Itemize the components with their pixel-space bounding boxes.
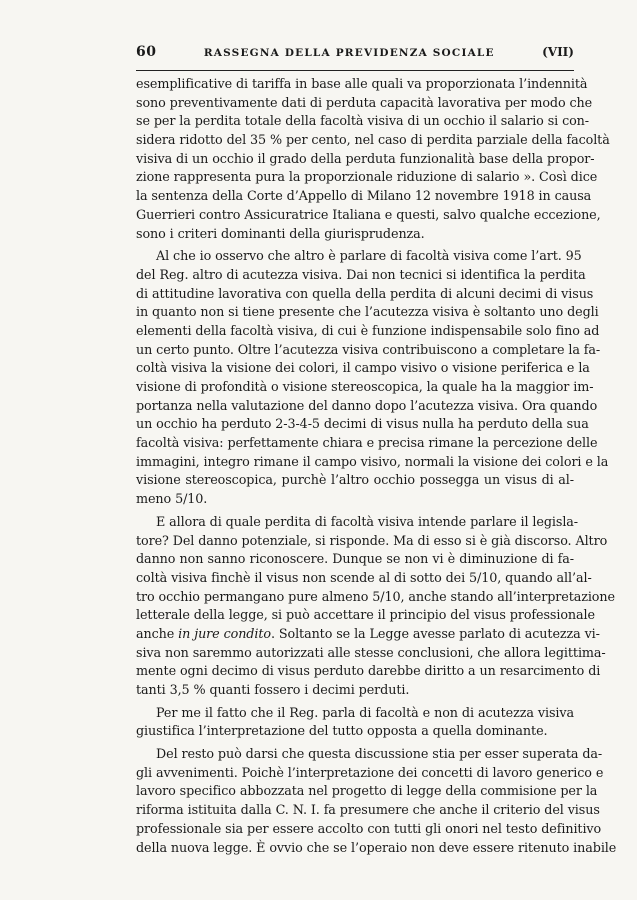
- text-line: meno 5/10.: [136, 492, 208, 508]
- text-line: elementi della facoltà visiva, di cui è funzione indispensabile solo fino ad: [136, 323, 600, 339]
- text-line: coltà visiva la visione dei colori, il campo visivo o visione periferica e la: [136, 361, 590, 377]
- text-line: portanza nella valutazione del danno dopo l’acutezza visiva. Ora quando: [136, 398, 598, 414]
- text-line: visione stereoscopica, purchè l’altro occhio possegga un visus di al-: [136, 473, 574, 489]
- text-line: immagini, integro rimane il campo visivo, normali la visione dei colori e la: [136, 454, 609, 470]
- text-line: anche in jure condito. Soltanto se la Legge avesse parlato di acutezza vi-: [136, 626, 600, 642]
- running-header: [136, 44, 574, 71]
- text-line: visiva di un occhio il grado della perduta funzionalità base della propor-: [136, 151, 595, 167]
- text-line: letterale della legge, si può accettare il principio del visus professionale: [136, 608, 595, 624]
- paragraph: [136, 514, 615, 701]
- text-line: zione rappresenta pura la proporzionale riduzione di salario ». Così dice: [136, 170, 598, 186]
- text-line: giustifica l’interpretazione del tutto opposta a quella dominante.: [136, 724, 548, 740]
- paragraph: [136, 76, 610, 244]
- text-line: professionale sia per essere accolto con tutti gli onori nel testo definitivo: [136, 821, 602, 837]
- running-title: RASSEGNA DELLA PREVIDENZA SOCIALE: [203, 47, 495, 59]
- text-line: Guerrieri contro Assicuratrice Italiana e questi, salvo qualche eccezione,: [136, 207, 601, 223]
- paragraph: [136, 746, 617, 858]
- text-line: sidera ridotto del 35 % per cento, nel caso di perdita parziale della facoltà: [136, 133, 610, 149]
- text-line: esemplificative di tariffa in base alle quali va proporzionata l’indennità: [136, 77, 588, 92]
- paragraph: [136, 705, 574, 742]
- text-line: coltà visiva finchè il visus non scende al di sotto dei 5/10, quando all’al-: [136, 570, 592, 586]
- text-line: del Reg. altro di acutezza visiva. Dai non tecnici si identifica la perdita: [136, 267, 586, 283]
- text-line: in quanto non si tiene presente che l’acutezza visiva è soltanto uno degli: [136, 305, 599, 321]
- text-line: sono i criteri dominanti della giurisprudenza.: [136, 226, 425, 242]
- text-line: E allora di quale perdita di facoltà visiva intende parlare il legisla-: [156, 514, 579, 530]
- body-text: [136, 76, 617, 858]
- text-line: lavoro specifico abbozzata nel progetto di legge della commisione per la: [136, 784, 598, 800]
- text-line: tro occhio permangano pure almeno 5/10, anche stando all’interpretazione: [136, 589, 615, 605]
- paragraph: [136, 248, 609, 510]
- text-line: tore? Del danno potenziale, si risponde. Ma di esso si è già discorso. Altro: [136, 533, 608, 549]
- text-line: riforma istituita dalla C. N. I. fa presumere che anche il criterio del visus: [136, 803, 600, 819]
- text-line: Per me il fatto che il Reg. parla di facoltà e non di acutezza visiva: [156, 705, 574, 721]
- text-line: della nuova legge. È ovvio che se l’operaio non deve essere ritenuto inabile: [136, 840, 617, 856]
- text-line: la sentenza della Corte d’Appello di Milano 12 novembre 1918 in causa: [136, 189, 592, 205]
- text-line: mente ogni decimo di visus perduto darebbe diritto a un resarcimento di: [136, 664, 601, 680]
- text-line: tanti 3,5 % quanti fossero i decimi perduti.: [136, 683, 410, 698]
- text-line: siva non saremmo autorizzati alle stesse conclusioni, che allora legittima-: [136, 645, 606, 661]
- text-line: di attitudine lavorativa con quella della perdita di alcuni decimi di visus: [136, 286, 594, 302]
- text-line: visione di profondità o visione stereoscopica, la quale ha la maggior im-: [136, 380, 594, 395]
- text-line: se per la perdita totale della facoltà visiva di un occhio il salario si con-: [136, 114, 590, 130]
- section-marker: (VII): [542, 45, 574, 59]
- text-line: Al che io osservo che altro è parlare di facoltà visiva come l’art. 95: [156, 249, 582, 265]
- text-line: facoltà visiva: perfettamente chiara e precisa rimane la percezione delle: [136, 436, 598, 452]
- page-number: 60: [136, 44, 157, 60]
- text-line: un occhio ha perduto 2-3-4-5 decimi di visus nulla ha perduto della sua: [136, 417, 589, 433]
- text-line: sono preventivamente dati di perduta capacità lavorativa per modo che: [136, 95, 593, 111]
- text-line: danno non sanno riconoscere. Dunque se non vi è diminuzione di fa-: [136, 552, 574, 568]
- text-line: un certo punto. Oltre l’acutezza visiva contribuiscono a completare la fa-: [136, 342, 601, 358]
- text-line: gli avvenimenti. Poichè l’interpretazione dei concetti di lavoro generico e: [136, 765, 604, 781]
- text-line: Del resto può darsi che questa discussione stia per esser superata da-: [156, 747, 603, 763]
